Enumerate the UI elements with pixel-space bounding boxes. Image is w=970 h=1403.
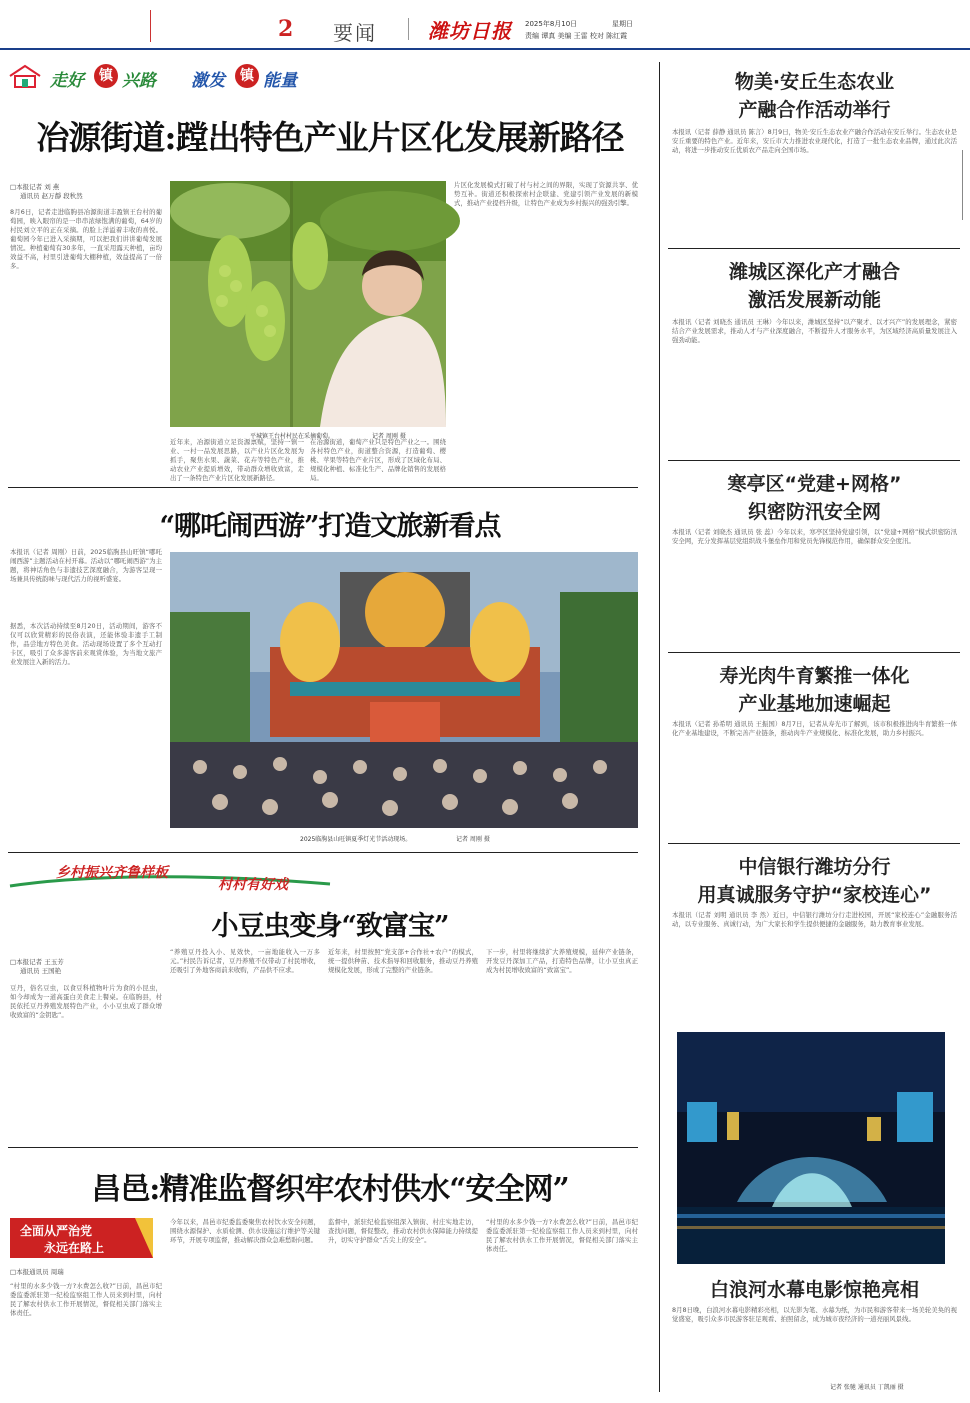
article4-column-3: 监督中，派驻纪检监察组深入镇街、村庄实地走访，查找问题，督促整改，推动农村供水保障能力持续提升，切实守护群众“舌尖上的安全”。 (328, 1218, 478, 1244)
right-article2-headline-line1: 潍城区深化产才融合 (728, 261, 900, 283)
house-logo-icon (8, 64, 42, 88)
article1-byline-correspondent: 通讯员 赵万靜 段秋然 (20, 192, 83, 200)
article1-photo-caption: 平城镇王台村村民在采摘葡萄。 (250, 433, 335, 440)
date-line: 2025年8月10日 (525, 20, 578, 28)
article3-column-4: 下一步，村里将继续扩大养殖规模，延伸产业链条，开发豆丹深加工产品，打造特色品牌，让小豆虫真正成为村民增收致富的“致富宝”。 (486, 948, 638, 974)
right-article2-body: 本报讯（记者 刘晓杰 通讯员 王琳）今年以来，潍城区坚持“以产聚才、以才兴产”的发展理念，紧密结合产业发展需求，推动人才与产业深度融合，不断提升人才服务水平，为区域经济高质量发展注入强劲动能。 (672, 318, 957, 344)
article1-headline: 冶源街道:蹚出特色产业片区化发展新路径 (36, 118, 624, 157)
weekday: 星期日 (612, 20, 633, 28)
banner-text-3: 激发 (191, 71, 225, 91)
right-article1-headline-line1: 物美·安丘生态农业 (734, 71, 895, 93)
right-article6-photo (677, 1032, 945, 1264)
right-article3-headline (672, 470, 957, 526)
right-article3-headline-line2: 织密防汛安全网 (747, 501, 881, 523)
banner2-text-2: 村村有好戏 (218, 877, 288, 893)
article3-byline (10, 958, 170, 976)
right-article3-headline-line1: 寒亭区“党建+网格” (727, 473, 902, 495)
article1-photo-credit: 记者 周刚 摄 (372, 433, 406, 440)
right-article4-body: 本报讯（记者 孙希明 通讯员 王振国）8月7日，记者从寿光市了解到，该市积极推进肉牛育繁推一体化产业基地建设，不断完善产业链条，推动肉牛产业规模化、标准化发展，助力乡村振兴。 (672, 720, 957, 737)
masthead (0, 0, 970, 52)
party-discipline-box (10, 1218, 153, 1258)
article2-photo (170, 552, 638, 828)
right-article3-body: 本报讯（记者 刘晓杰 通讯员 张 蕊）今年以来，寒亭区坚持党建引领，以“党建+网格”模式织密防汛安全网，充分发挥基层党组织战斗堡垒作用和党员先锋模范作用，确保群众安全度汛。 (672, 528, 957, 545)
article2-photo-credit: 记者 周刚 摄 (456, 836, 490, 843)
right-article5-headline (672, 853, 957, 909)
right-article1-body: 本报讯（记者 薛静 通讯员 陈言）8月9日，物美·安丘生态农业产融合作活动在安丘举行。生态农业是安丘重要的特色产业。近年来，安丘市大力推进农业现代化，打造了一批生态农业品牌，通过此次活动，将进一步推动安丘优质农产品走向全国市场。 (672, 128, 957, 154)
right-article4-headline (672, 662, 957, 718)
article1-column-1: 8月6日，记者走进临朐县冶源街道丰盈镇王台村的葡萄园，映入眼帘的是一串串浓绿饱满的葡萄，64岁的村民刘立平的正在采摘。的脸上洋溢着丰收的喜悦。葡萄园今年已进入采摘期，可以把我们讲讲葡萄发展情况。种植葡萄有30多年，一直采用露天种植，亩均效益不高，村里引进葡萄大棚种植，效益提高了一倍多。 (10, 208, 162, 270)
banner-badge-1: 镇 (94, 64, 118, 88)
article1-photo (170, 181, 446, 427)
article3-byline-correspondent: 通讯员 王国艳 (20, 967, 62, 975)
paper-name: 潍坊日报 (428, 19, 512, 43)
banner-text-1: 走好 (50, 71, 84, 91)
right-article6-headline: 白浪河水幕电影惊艳亮相 (709, 1279, 919, 1301)
right-article5-headline-line2: 用真诚服务守护“家校连心” (697, 884, 932, 906)
article3-column-1: 豆丹，俗名豆虫，以食豆科植物叶片为食的小昆虫，如今却成为一道高蛋白美食走上餐桌。在临朐县，村民依托豆丹养殖发展特色产业，小小豆虫成了群众增收致富的“金钥匙”。 (10, 984, 162, 1019)
next-page-edge (962, 150, 970, 220)
right-article4-headline-line1: 寿光肉牛育繁推一体化 (719, 665, 910, 687)
article4-column-1: “村里的水多少钱一方?水费怎么收?”日前，昌邑市纪委监委派驻第一纪检监察组工作人员来到村里，向村民了解农村供水工作开展情况，督促相关部门落实主体责任。 (10, 1282, 162, 1317)
article3-column-3: 近年来，村里按照“党支部+合作社+农户”的模式，统一提供种苗、技术指导和回收服务，推动豆丹养殖规模化发展，形成了完整的产业链条。 (328, 948, 478, 974)
banner2-text-1: 乡村振兴齐鲁样板 (56, 865, 168, 881)
article1-column-3: 在冶源街道，葡萄产业只是特色产业之一。围绕各村特色产业，街道整合资源，打造葡萄、樱桃、苹果等特色产业片区，形成了区域化布局、规模化种植、标准化生产、品牌化销售的发展格局。 (310, 438, 446, 482)
banner-text-4: 能量 (263, 71, 297, 91)
banner-text-2: 兴路 (122, 71, 156, 91)
article3-byline-reporter: □本报记者 王玉芳 (10, 958, 64, 966)
editors-line: 责编 谭真 美编 王雷 校对 陈红霞 (525, 32, 628, 40)
right-article1-headline (672, 68, 957, 124)
article1-column-4: 片区化发展模式打破了村与村之间的界限，实现了资源共享、优势互补。街道还积极探索村企联建、党建引领产业发展的新模式，推动产业提档升级，让特色产业成为乡村振兴的强劲引擎。 (454, 181, 638, 207)
article1-column-2: 近年来，冶源街道立足资源禀赋，坚持一镇一业、一村一品发展思路，以产业片区化发展为抓手，聚焦水果、蔬菜、花卉等特色产业，推动农业产业提质增效，带动群众增收致富，走出了一条特色产业片区化发展新路径。 (170, 438, 304, 482)
article4-column-4: “村里的水多少钱一方?水费怎么收?”日前，昌邑市纪委监委派驻第一纪检监察组工作人员来到村里，向村民了解农村供水工作开展情况，督促相关部门落实主体责任。 (486, 1218, 638, 1253)
right-article1-headline-line2: 产融合作活动举行 (738, 99, 891, 121)
article2-lead: 本报讯（记者 周刚）日前，2025临朐县山旺镇“哪吒闹西游”主题活动在村开幕。活动以“哪吒闹西游”为主题，将神话角色与非遗技艺深度融合，为游客呈现一场兼具传统韵味与现代活力的视听盛宴。 (10, 548, 162, 583)
article4-column-2: 今年以来，昌邑市纪委监委聚焦农村饮水安全问题，围绕水源保护、水质检测、供水设施运行维护等关键环节，开展专项监督，推动解决群众急难愁盼问题。 (170, 1218, 320, 1244)
right-article6-photo-credit: 记者 张驰 通讯员 丁凯丽 摄 (830, 1384, 904, 1391)
section-name: 要闻 (333, 21, 377, 45)
party-box-line-1: 全面从严治党 (20, 1224, 93, 1238)
page-number: 2 (278, 16, 294, 42)
right-article2-headline (672, 258, 957, 314)
article2-headline: “哪吒闹西游”打造文旅新看点 (159, 511, 501, 542)
banner-badge-2: 镇 (235, 64, 259, 88)
rural-revival-banner (10, 860, 330, 892)
right-article5-headline-line1: 中信银行潍坊分行 (738, 856, 891, 878)
article2-column-1: 据悉，本次活动持续至8月20日，活动期间，游客不仅可以欣赏精彩的民俗表演，还能体验非遗手工制作，品尝地方特色美食。活动现场设置了多个互动打卡区，吸引了众多游客前来观赏体验，为当地文旅产业发展注入新的活力。 (10, 622, 162, 666)
article1-byline (10, 183, 170, 201)
right-article2-headline-line2: 激活发展新动能 (747, 289, 881, 311)
article3-column-2: “养殖豆丹投入小、见效快，一亩地能收入一万多元。”村民告诉记者，豆丹养殖不仅带动了村民增收，还吸引了外地客商前来收购，产品供不应求。 (170, 948, 320, 974)
column-banner (8, 62, 308, 92)
article2-photo-caption: 2025临朐县山旺镇夏季灯光节活动现场。 (300, 836, 412, 843)
party-box-line-2: 永远在路上 (44, 1241, 105, 1255)
article4-byline: □本报通讯员 周瑞 (10, 1268, 64, 1276)
article4-headline: 昌邑:精准监督织牢农村供水“安全网” (91, 1172, 569, 1207)
right-article4-headline-line2: 产业基地加速崛起 (738, 693, 891, 715)
right-article6-body: 8月8日晚，白浪河水幕电影精彩亮相，以光影为笔、水幕为纸，为市民和游客带来一场美轮美奂的视觉盛宴，吸引众多市民游客驻足观看、拍照留念，成为城市夜经济的一道亮丽风景线。 (672, 1306, 957, 1323)
right-article5-body: 本报讯（记者 刘明 通讯员 李 然）近日，中信银行潍坊分行走进校园，开展“家校连心”金融服务活动，以专业服务、真诚行动，为广大家长和学生提供便捷的金融服务，助力教育事业发展。 (672, 911, 957, 928)
article3-headline: 小豆虫变身“致富宝” (211, 911, 449, 942)
article1-byline-reporter: □本报记者 刘 燕 (10, 183, 60, 191)
